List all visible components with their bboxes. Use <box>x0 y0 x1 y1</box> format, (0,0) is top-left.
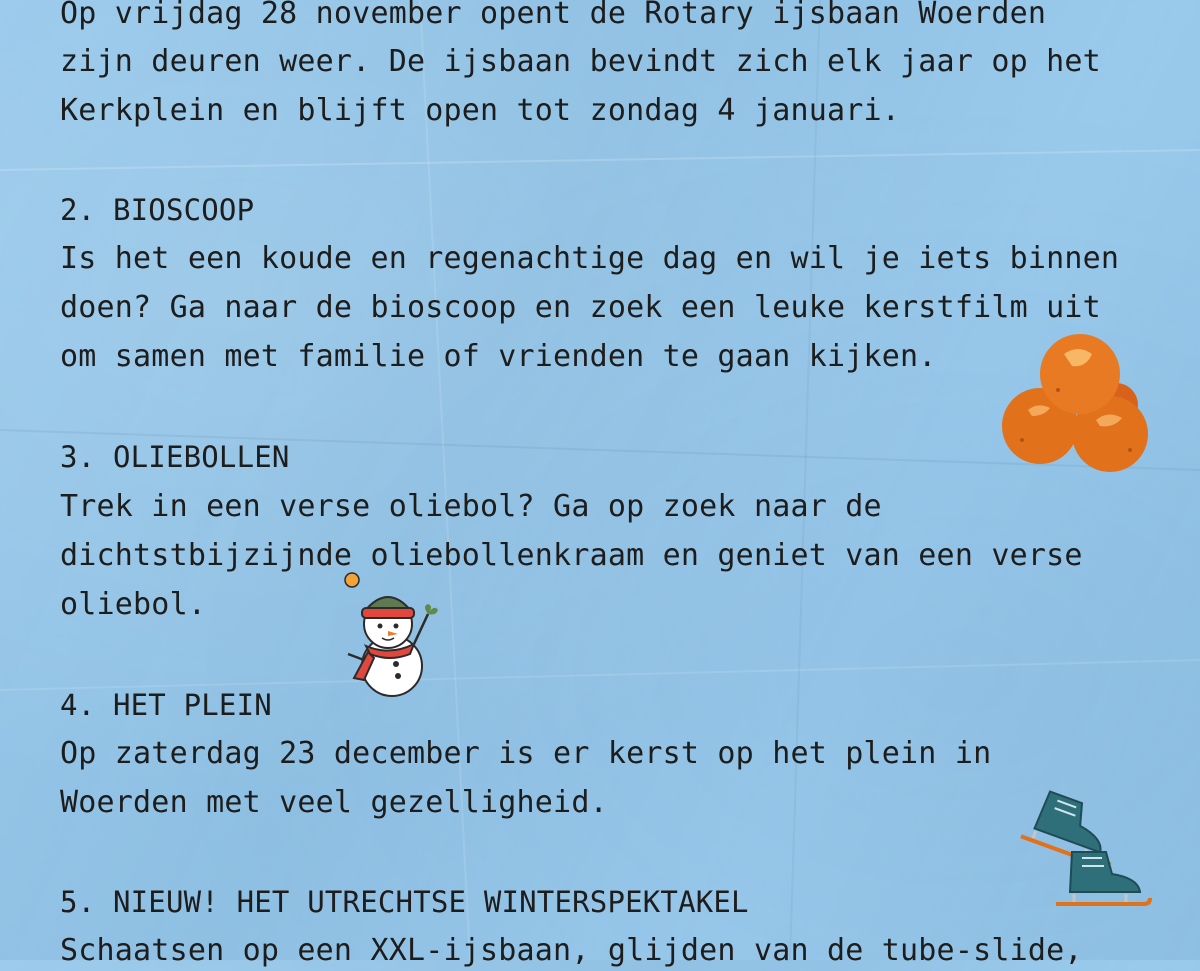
section-line: Op zaterdag 23 december is er kerst op het plein in <box>60 736 992 771</box>
section-heading-winterspektakel: 5. NIEUW! HET UTRECHTSE WINTERSPEKTAKEL <box>60 885 749 919</box>
intro-line-2: zijn deuren weer. De ijsbaan bevindt zich elk jaar op het <box>60 44 1101 79</box>
intro-line-3: Kerkplein en blijft open tot zondag 4 januari. <box>60 93 901 128</box>
section-line: Woerden met veel gezelligheid. <box>60 785 608 820</box>
section-line: om samen met familie of vrienden te gaan kijken. <box>60 339 937 374</box>
section-line: doen? Ga naar de bioscoop en zoek een leuke kerstfilm uit <box>60 290 1101 325</box>
section-heading-oliebollen: 3. OLIEBOLLEN <box>60 440 290 474</box>
section-line: dichtstbijzijnde oliebollenkraam en geniet van een verse <box>60 538 1083 573</box>
section-heading-bioscoop: 2. BIOSCOOP <box>60 193 255 227</box>
section-line: Schaatsen op een XXL-ijsbaan, glijden van de tube-slide, <box>60 933 1083 968</box>
section-line: Trek in een verse oliebol? Ga op zoek naar de <box>60 489 882 524</box>
section-line: oliebol. <box>60 587 207 622</box>
snowman-icon <box>334 568 444 698</box>
intro-line-1: Op vrijdag 28 november opent de Rotary ijsbaan Woerden <box>60 0 1047 31</box>
section-heading-het-plein: 4. HET PLEIN <box>60 688 272 722</box>
section-line: Is het een koude en regenachtige dag en wil je iets binnen <box>60 241 1120 276</box>
oliebollen-icon <box>998 330 1158 480</box>
ice-skates-icon <box>1018 790 1158 920</box>
